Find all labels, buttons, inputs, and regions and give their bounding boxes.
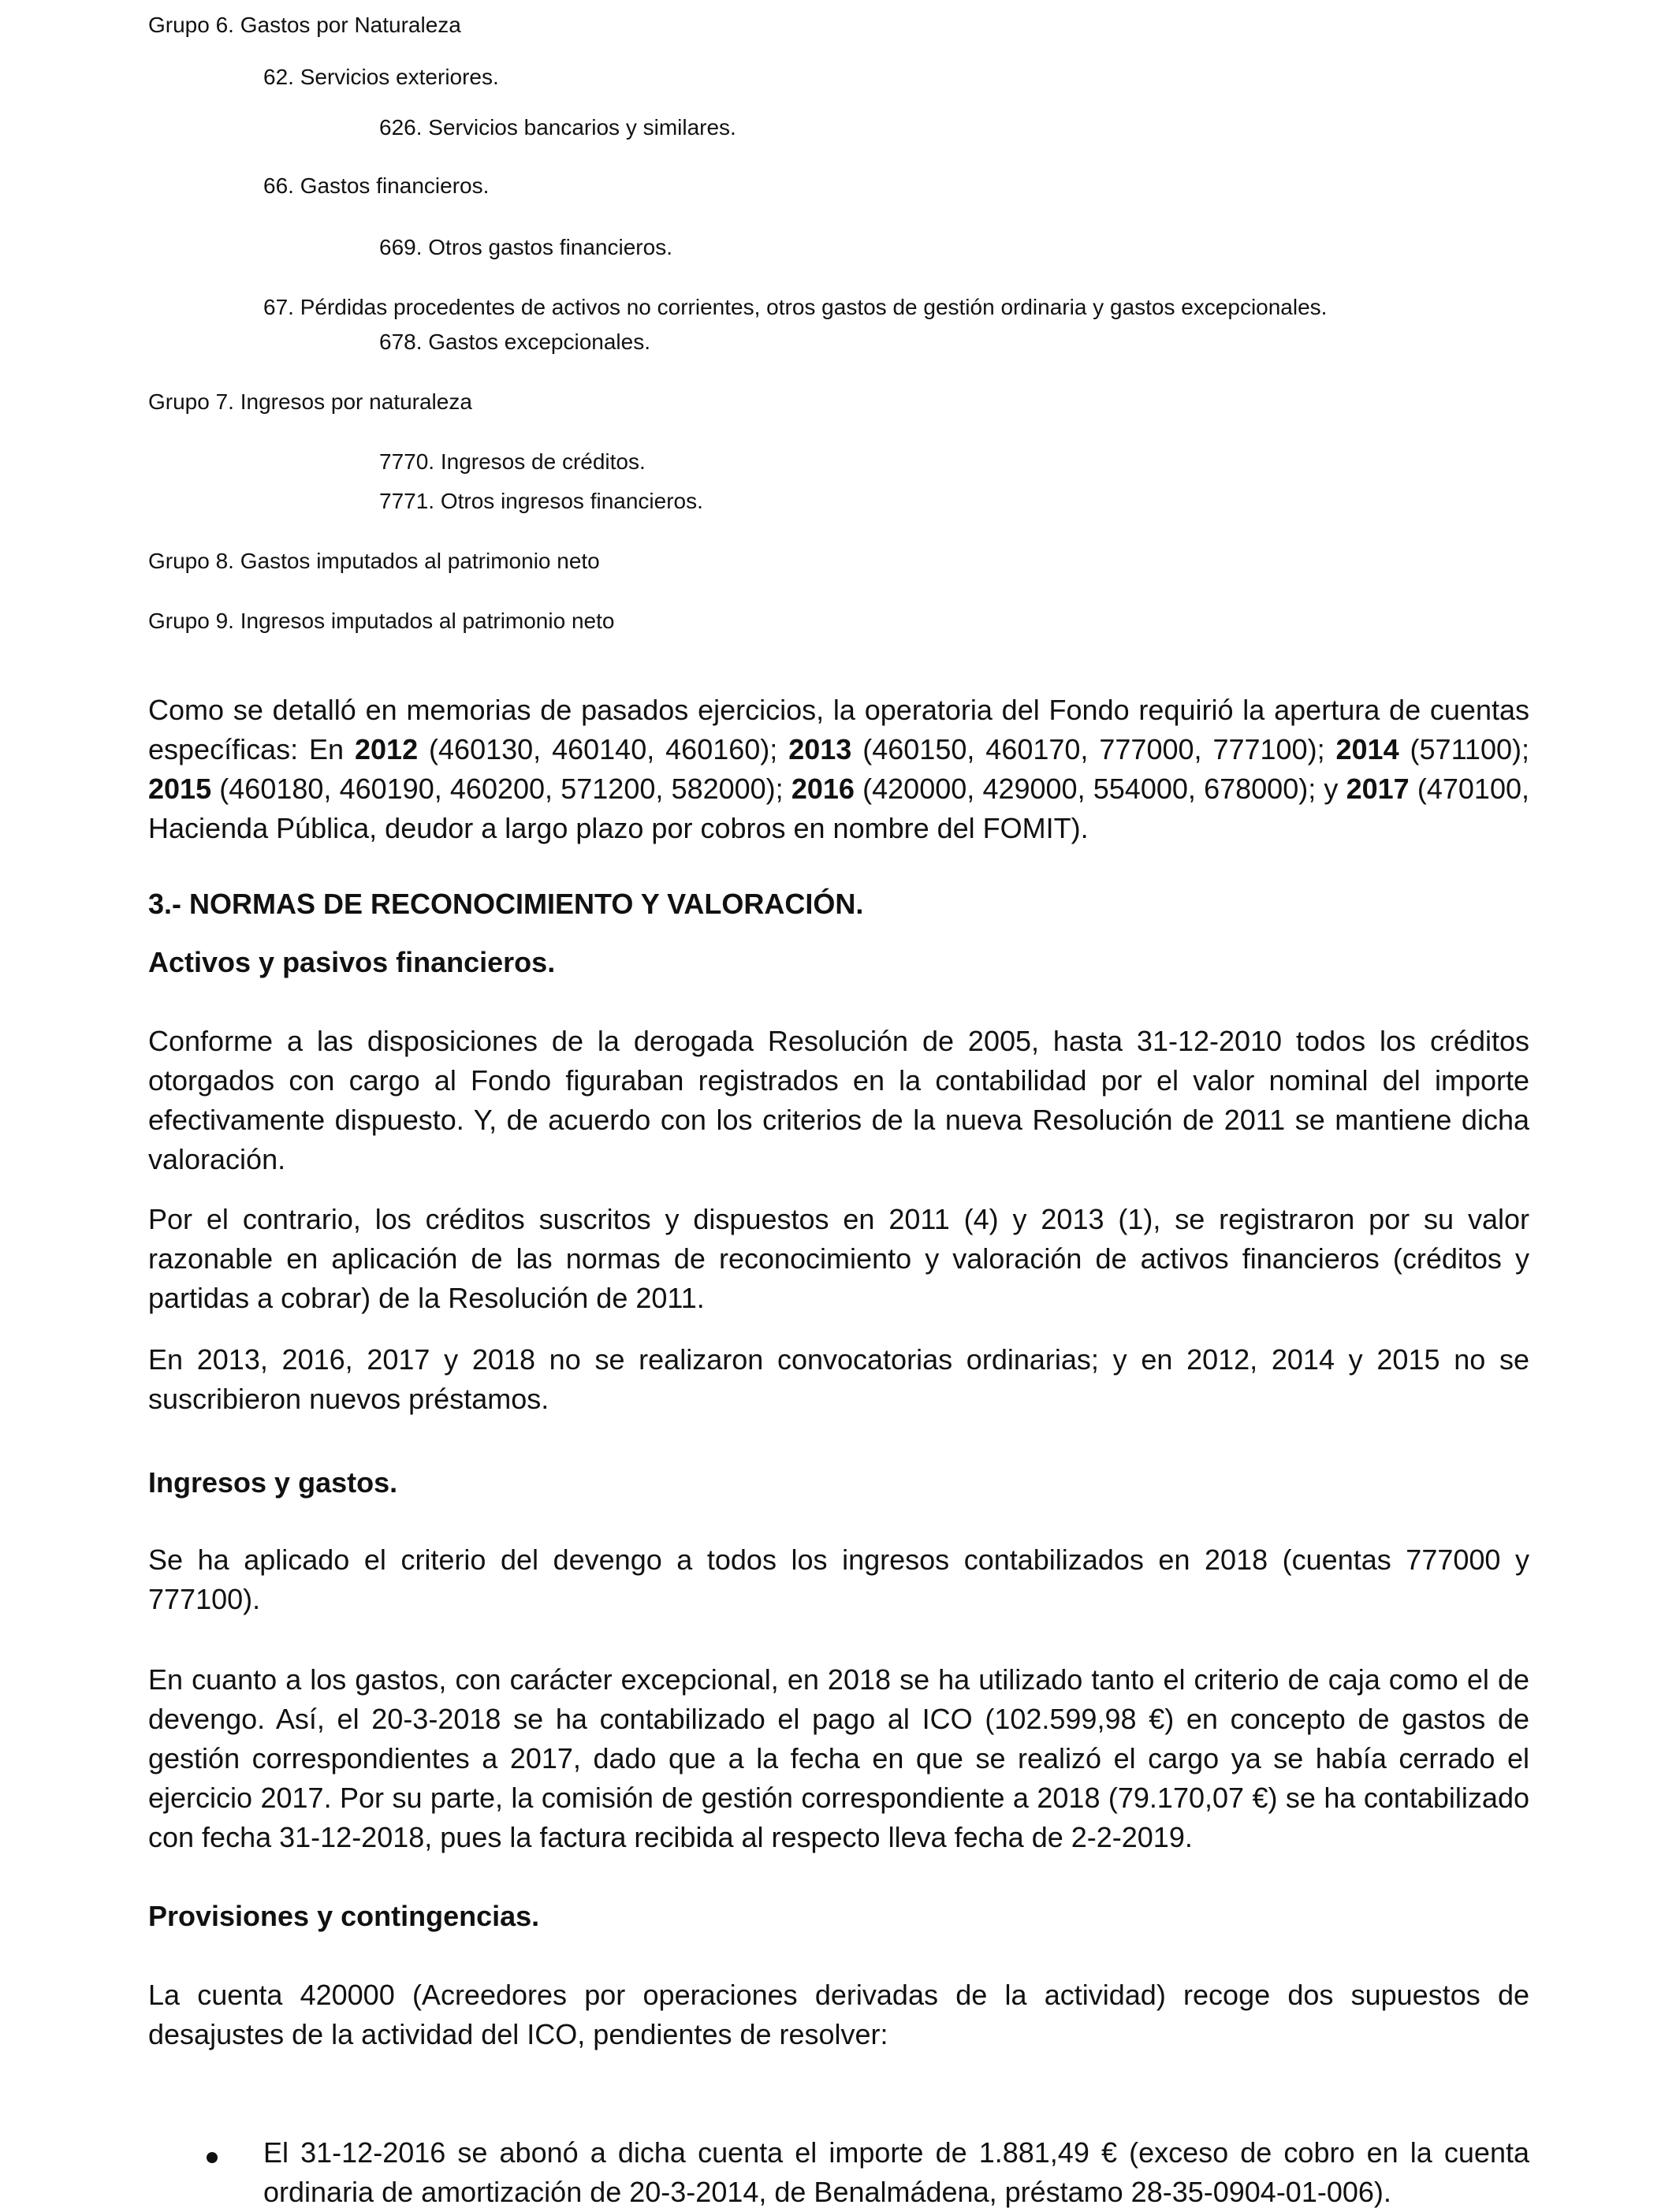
activos-heading: Activos y pasivos financieros. — [148, 946, 556, 978]
account-678: 678. Gastos excepcionales. — [379, 330, 650, 354]
year-2017: 2017 — [1346, 773, 1410, 805]
year-2013: 2013 — [788, 733, 852, 765]
group-7-heading: Grupo 7. Ingresos por naturaleza — [148, 389, 472, 414]
account-7771: 7771. Otros ingresos financieros. — [379, 489, 703, 513]
paragraph-provisiones: La cuenta 420000 (Acreedores por operaciones derivadas de la actividad) recoge dos supuestos de desajustes de la actividad del ICO, pendientes de resolver: — [148, 1979, 1529, 2050]
paragraph-ingresos: Se ha aplicado el criterio del devengo a todos los ingresos contabilizados en 2018 (cuentas 777000 y 777100). — [148, 1544, 1529, 1615]
intro-text-4: (571100); — [1399, 733, 1529, 765]
year-2014: 2014 — [1335, 733, 1399, 765]
provisiones-heading: Provisiones y contingencias. — [148, 1900, 540, 1932]
year-2016: 2016 — [791, 773, 855, 805]
intro-text-3: (460150, 460170, 777000, 777100); — [851, 733, 1336, 765]
account-669: 669. Otros gastos financieros. — [379, 235, 672, 259]
account-7770: 7770. Ingresos de créditos. — [379, 449, 646, 474]
intro-text-1: Como se detalló en memorias de pasados ejercicios, la operatoria del Fondo requirió la apertura de cuentas específicas: En — [148, 694, 1529, 765]
section-3-title: 3.- NORMAS DE RECONOCIMIENTO Y VALORACIÓN. — [148, 888, 864, 920]
intro-paragraph — [148, 691, 1529, 848]
group-9-heading: Grupo 9. Ingresos imputados al patrimonio neto — [148, 609, 615, 633]
account-66: 66. Gastos financieros. — [263, 173, 490, 198]
account-626: 626. Servicios bancarios y similares. — [379, 115, 736, 140]
year-2015: 2015 — [148, 773, 212, 805]
bullet-item-1: El 31-12-2016 se abonó a dicha cuenta el importe de 1.881,49 € (exceso de cobro en la cuenta ordinaria de amortización de 20-3-2014, de Benalmádena, préstamo 28-35-0904-01-006). — [263, 2136, 1529, 2208]
bullet-icon — [207, 2152, 218, 2163]
ingresos-heading: Ingresos y gastos. — [148, 1466, 398, 1499]
intro-text-6: (420000, 429000, 554000, 678000); y — [854, 773, 1346, 805]
intro-text-5: (460180, 460190, 460200, 571200, 582000); — [211, 773, 791, 805]
intro-text-7: (470100, Hacienda Pública, deudor a largo plazo por cobros en nombre del FOMIT). — [148, 773, 1529, 844]
account-62: 62. Servicios exteriores. — [263, 65, 499, 89]
paragraph-activos-3: En 2013, 2016, 2017 y 2018 no se realizaron convocatorias ordinarias; y en 2012, 2014 y 2015 no se suscribieron nuevos préstamos. — [148, 1343, 1529, 1415]
intro-text-2: (460130, 460140, 460160); — [418, 733, 789, 765]
paragraph-activos-2: Por el contrario, los créditos suscritos y dispuestos en 2011 (4) y 2013 (1), se registraron por su valor razonable en aplicación de las normas de reconocimiento y valoración de activos financieros (créditos y partidas a cobrar) de la Resolución de 2011. — [148, 1203, 1529, 1314]
paragraph-activos-1: Conforme a las disposiciones de la derogada Resolución de 2005, hasta 31-12-2010 todos los créditos otorgados con cargo al Fondo figuraban registrados en la contabilidad por el valor nominal del importe efectivamente dispuesto. Y, de acuerdo con los criterios de la nueva Resolución de 2011 se mantiene dicha valoración. — [148, 1025, 1529, 1175]
account-67: 67. Pérdidas procedentes de activos no corrientes, otros gastos de gestión ordinaria y gastos excepcionales. — [263, 295, 1328, 319]
paragraph-gastos: En cuanto a los gastos, con carácter excepcional, en 2018 se ha utilizado tanto el criterio de caja como el de devengo. Así, el 20-3-2018 se ha contabilizado el pago al ICO (102.599,98 €) en concepto de gastos de gestión correspondientes a 2017, dado que a la fecha en que se realizó el cargo ya se había cerrado el ejercicio 2017. Por su parte, la comisión de gestión correspondiente a 2018 (79.170,07 €) se ha contabilizado con fecha 31-12-2018, pues la factura recibida al respecto lleva fecha de 2-2-2019. — [148, 1663, 1529, 1853]
group-8-heading: Grupo 8. Gastos imputados al patrimonio neto — [148, 549, 600, 573]
group-6-heading: Grupo 6. Gastos por Naturaleza — [148, 13, 461, 37]
year-2012: 2012 — [355, 733, 419, 765]
